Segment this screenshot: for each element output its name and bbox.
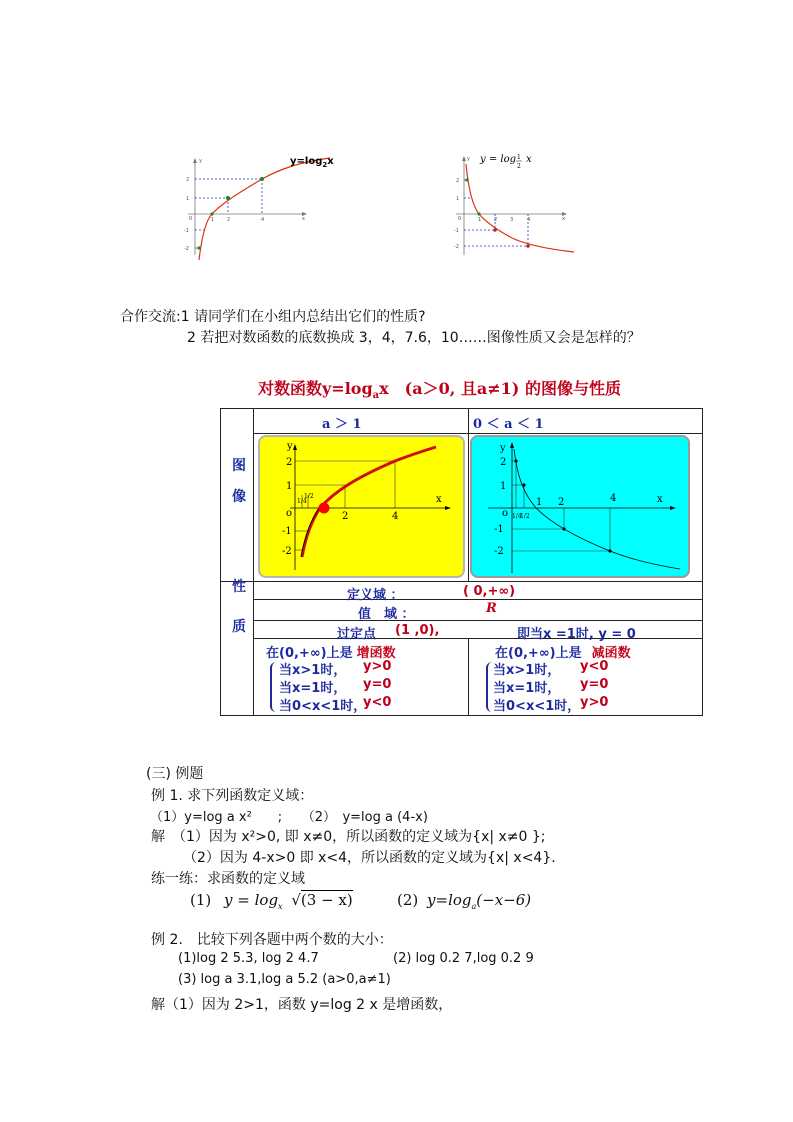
plot-a-lt-1 [470,435,690,578]
label-frac-den: 2 [517,163,521,170]
origin-label: 0 [189,216,193,222]
left-case-2: 当x=1时， [279,681,347,696]
x-tick: 1 [478,217,482,223]
curve-label: y = log [480,154,517,165]
ex2-item3: (3) log a 3.1,log a 5.2 (a>0,a≠1) [178,972,391,987]
axis-y: y [287,441,293,452]
right-case-3-res: y>0 [580,695,609,710]
y-tick: -2 [282,546,292,557]
x-tick: 2 [227,217,231,223]
right-case-2-res: y=0 [580,677,609,692]
y-tick: 2 [186,177,190,183]
y-tick: 2 [500,457,507,468]
frac-tick: 1/2 [304,493,314,500]
y-tick: -2 [184,246,189,252]
y-tick: -1 [282,526,292,537]
domain-label: 定义域 ： [347,588,404,603]
left-case-2-res: y=0 [363,677,392,692]
y-tick: -2 [454,244,459,250]
right-brace [486,662,493,712]
left-brace [270,662,277,712]
y-tick: -1 [494,524,504,535]
x-tick: 2 [494,217,498,223]
axis-y-label: y [199,158,202,164]
graph-log2 [180,150,340,270]
y-tick: 1 [456,196,460,202]
row-label-image-1: 图 [232,458,246,474]
row-label-prop-2: 质 [232,619,246,635]
ex1-title: 例 1. 求下列函数定义域： [151,788,314,804]
x-tick: 4 [527,217,531,223]
plot-a-gt-1 [258,435,465,578]
fixed-point-label: 过定点 [337,627,377,642]
left-case-3-res: y<0 [363,695,392,710]
right-case-1-res: y<0 [580,659,609,674]
left-mono: 在(0,+∞)上是 增函数 [266,646,396,661]
axis-x-label: x [302,216,305,222]
frac-tick: 1/4 [512,513,522,520]
x-tick: 2 [342,511,349,522]
label-frac-num: 1 [517,154,521,161]
y-tick: 1 [186,196,190,202]
right-case-3: 当0<x<1时， [493,699,581,714]
practice-title: 练一练：求函数的定义域 [151,871,305,887]
y-tick: 2 [456,178,460,184]
left-case-1-res: y>0 [363,659,392,674]
ex2-title: 例 2. 比较下列各题中两个数的大小： [151,932,393,948]
right-case-1: 当x>1时， [493,663,561,678]
y-tick: 1 [500,481,507,492]
y-tick: -1 [454,228,459,234]
sol1-line2: （2）因为 4-x>0 即 x<4，所以函数的定义域为{x| x<4}. [183,850,556,866]
fixed-point-note: 即当x =1时, y = 0 [517,627,636,642]
origin: o [502,508,509,519]
header-a-lt-1: 0 ＜ a ＜ 1 [473,417,544,432]
section-heading: (三) 例题 [146,766,204,782]
axis-x: x [657,494,663,505]
y-tick: -1 [184,228,189,234]
practice-1: (1) $y = \log_x √(3 - x)$ [190,891,353,911]
right-case-2: 当x=1时， [493,681,561,696]
x-tick: 4 [610,493,617,504]
row-label-prop-1: 性 [232,579,246,595]
frac-tick: 1/4 [297,498,307,505]
left-case-3: 当0<x<1时， [279,699,367,714]
header-a-gt-1: a ＞ 1 [322,417,362,432]
coop-line-2: 2 若把对数函数的底数换成 3，4，7.6，10……图像性质又会是怎样的？ [187,330,641,346]
axis-x: x [436,494,442,505]
range-value: R [486,601,497,616]
x-tick: 2 [558,497,565,508]
origin: o [286,508,293,519]
graph-log-half [452,150,582,260]
curve-label: $y=\log_2x$ [290,156,334,169]
practice-2: (2) $y=\log_a(-x-6)$ [397,891,532,911]
frac-tick: 1/2 [520,513,530,520]
axis-y: y [500,443,506,454]
y-tick: -2 [494,546,504,557]
right-mono: 在(0,+∞)上是 减函数 [495,646,631,661]
row-label-image-2: 像 [232,489,246,505]
fixed-point-value: (1 ,0), [395,623,440,638]
label-var: x [526,154,532,165]
origin-label: 0 [458,216,462,222]
axis-y-label: y [467,156,470,162]
x-tick: 4 [261,217,265,223]
y-tick: 1 [286,481,293,492]
x-tick: 1 [536,497,543,508]
sol1-line1: 解 （1）因为 x²>0, 即 x≠0，所以函数的定义域为{x| x≠0 }; [151,829,546,845]
ex2-item2: (2) log 0.2 7,log 0.2 9 [393,951,534,966]
ex2-item1: (1)log 2 5.3, log 2 4.7 [178,951,319,966]
table-title: 对数函数$y=\log_ax$ (a＞0, 且a≠1) 的图像与性质 [258,379,621,402]
axis-x-label: x [562,216,565,222]
left-case-1: 当x>1时， [279,663,347,678]
domain-value: ( 0,+∞) [463,584,516,599]
x-tick: 4 [392,511,399,522]
coop-line-1: 合作交流:1 请同学们在小组内总结出它们的性质? [120,309,426,325]
x-tick: 3 [510,217,514,223]
y-tick: 2 [286,457,293,468]
ex1-items: （1）y=log a x² ; （2） y=log a (4-x) [150,810,428,825]
x-tick: 1 [211,217,215,223]
range-label: 值 域 ： [358,607,415,622]
sol2-line1: 解（1）因为 2>1，函数 y=log 2 x 是增函数， [151,997,453,1013]
